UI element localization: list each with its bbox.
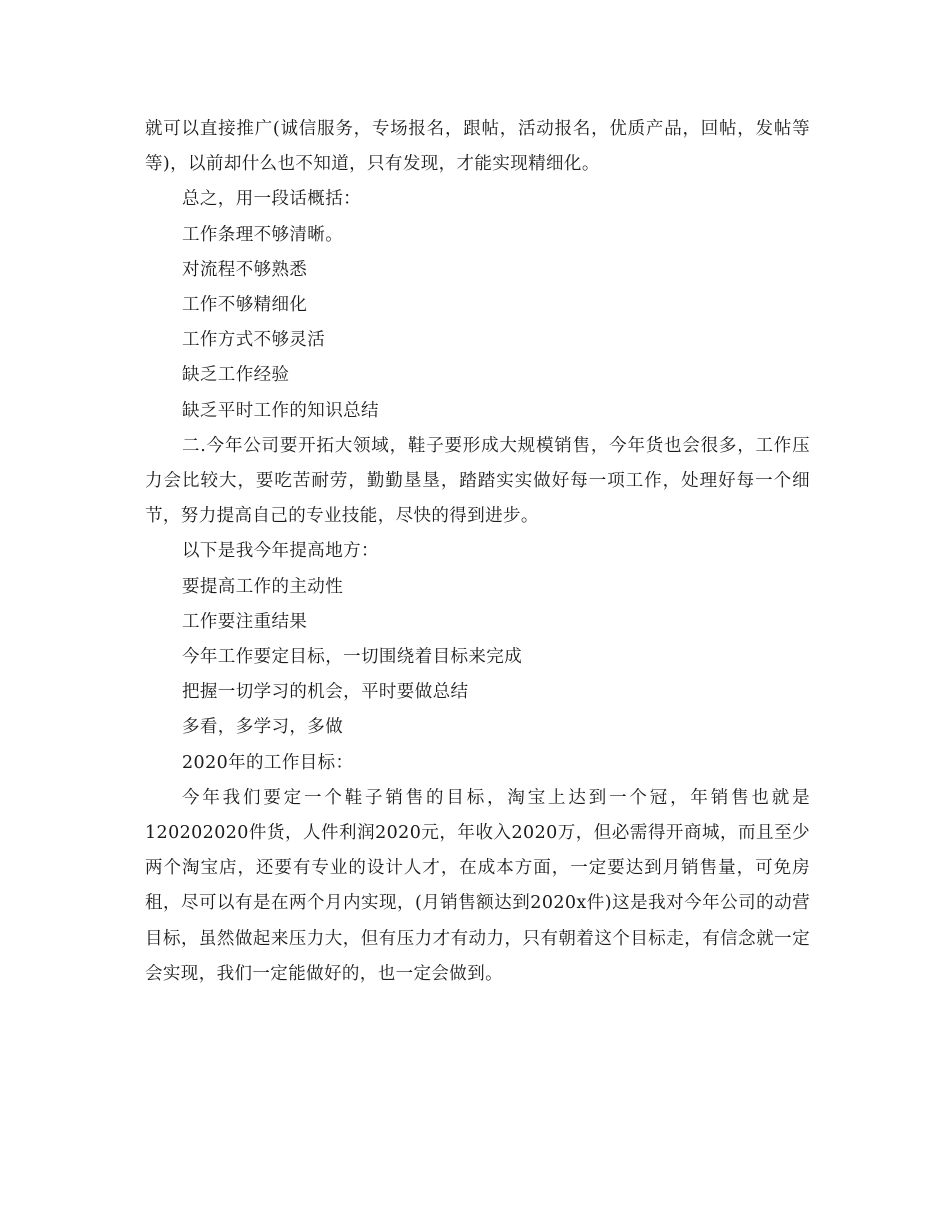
paragraph-goals-body: 今年我们要定一个鞋子销售的目标，淘宝上达到一个冠，年销售也就是120202020件货，人件利润2020元，年收入2020万，但必需得开商城，而且至少两个淘宝店，还要有专业的设计人才，在成本方面，一定要达到月销售量，可免房租，尽可以有是在两个月内实现，(月销售额达到2020x件)这是我对今年公司的动营目标，虽然做起来压力大，但有压力才有动力，只有朝着这个目标走，有信念就一定会实现，我们一定能做好的，也一定会做到。	[145, 787, 810, 984]
list-item: 工作要注重结果	[182, 611, 308, 632]
list-item: 把握一切学习的机会，平时要做总结	[182, 682, 469, 703]
list-item: 对流程不够熟悉	[182, 259, 308, 280]
paragraph-section-two: 二.今年公司要开拓大领域，鞋子要形成大规模销售，今年货也会很多，工作压力会比较大，要吃苦耐劳，勤勤垦垦，踏踏实实做好每一项工作，处理好每一个细节，努力提高自己的专业技能，尽快的得到进步。	[145, 435, 810, 527]
paragraph-2: 总之，用一段话概括：	[182, 189, 361, 210]
list-item: 今年工作要定目标，一切围绕着目标来完成	[182, 647, 523, 668]
list-item: 工作不够精细化	[182, 295, 308, 316]
paragraph-improvements-heading: 以下是我今年提高地方：	[182, 541, 379, 562]
list-item: 多看，多学习，多做	[182, 717, 344, 738]
list-item: 缺乏工作经验	[182, 365, 290, 386]
paragraph-1: 就可以直接推广(诚信服务，专场报名，跟帖，活动报名，优质产品，回帖，发帖等等)，以前却什么也不知道，只有发现，才能实现精细化。	[145, 119, 810, 175]
document-body	[145, 112, 810, 992]
list-item: 缺乏平时工作的知识总结	[182, 400, 379, 421]
list-item: 工作方式不够灵活	[182, 330, 326, 351]
paragraph-goals-heading: 2020年的工作目标：	[182, 752, 354, 773]
list-item: 要提高工作的主动性	[182, 576, 344, 597]
list-item: 工作条理不够清晰。	[182, 224, 344, 245]
